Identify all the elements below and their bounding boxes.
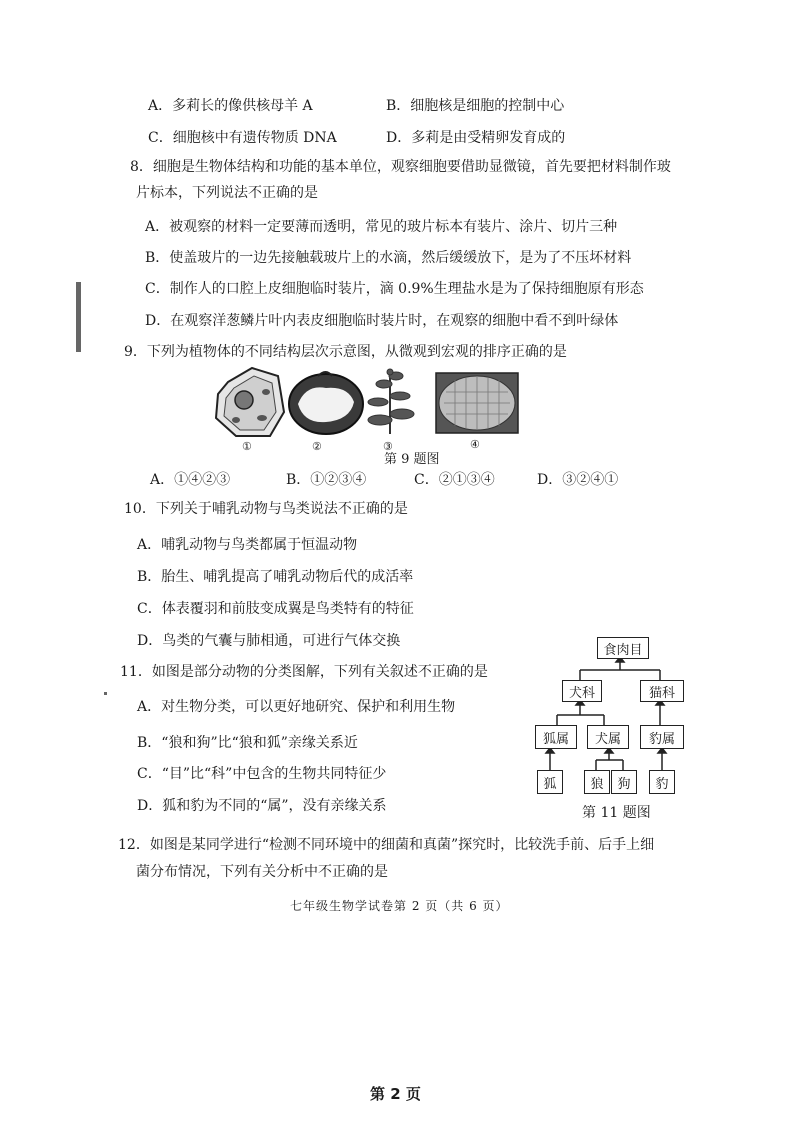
- tree-node-genus-leopard: 豹属: [640, 725, 684, 749]
- tree-node-family-canidae: 犬科: [562, 680, 602, 702]
- tree-node-genus-fox: 狐属: [535, 725, 577, 749]
- q8-option-b: B．使盖玻片的一边先接触载玻片上的水滴，然后缓缓放下，是为了不压坏材料: [145, 250, 632, 266]
- tree-node-leopard: 豹: [649, 770, 675, 794]
- q11-option-b: B．“狼和狗”比“狼和狐”亲缘关系近: [137, 735, 358, 751]
- q10-option-a: A．哺乳动物与鸟类都属于恒温动物: [137, 537, 358, 553]
- q9-option-b: B．①②③④: [286, 472, 367, 488]
- q9-option-c: C．②①③④: [414, 472, 495, 488]
- q9-label-1: ①: [242, 440, 252, 453]
- q8-option-d: D．在观察洋葱鳞片叶内表皮细胞临时装片时，在观察的细胞中看不到叶绿体: [145, 313, 619, 329]
- q12-stem-line2: 菌分布情况，下列有关分析中不正确的是: [136, 864, 388, 880]
- q8-stem-line1: 8．细胞是生物体结构和功能的基本单位，观察细胞要借助显微镜，首先要把材料制作玻: [130, 159, 671, 175]
- q10-stem: 10．下列关于哺乳动物与鸟类说法不正确的是: [124, 501, 408, 517]
- q9-label-3: ③: [383, 440, 393, 453]
- tomato-fruit-image: [289, 372, 363, 434]
- q9-label-2: ②: [312, 440, 322, 453]
- whole-plant-image: [368, 369, 414, 434]
- plant-cell-image: [216, 368, 284, 436]
- q10-option-d: D．鸟类的气囊与肺相通，可进行气体交换: [137, 633, 401, 649]
- tree-node-wolf: 狼: [584, 770, 610, 794]
- q8-option-a: A．被观察的材料一定要薄而透明，常见的玻片标本有装片、涂片、切片三种: [145, 219, 618, 235]
- tree-node-fox: 狐: [537, 770, 563, 794]
- q11-stem: 11．如图是部分动物的分类图解，下列有关叙述不正确的是: [120, 664, 488, 680]
- scan-edge-mark: [76, 282, 81, 352]
- tree-node-genus-dog: 犬属: [587, 725, 629, 749]
- q11-option-c: C．“目”比“科”中包含的生物共同特征少: [137, 766, 387, 782]
- q10-option-c: C．体表覆羽和前肢变成翼是鸟类特有的特征: [137, 601, 414, 617]
- q11-caption: 第 11 题图: [582, 805, 651, 821]
- q7-option-b: B．细胞核是细胞的控制中心: [386, 98, 565, 114]
- tissue-image: [436, 373, 518, 433]
- q7-option-d: D．多莉是由受精卵发育成的: [386, 130, 566, 146]
- tree-node-dog: 狗: [611, 770, 637, 794]
- q11-option-d: D．狐和豹为不同的“属”，没有亲缘关系: [137, 798, 387, 814]
- q9-caption: 第 9 题图: [384, 452, 440, 467]
- page-footer: 七年级生物学试卷第 2 页（共 6 页）: [290, 899, 509, 913]
- scan-edge-mark: [104, 692, 107, 695]
- q11-option-a: A．对生物分类，可以更好地研究、保护和利用生物: [137, 699, 456, 715]
- q8-option-c: C．制作人的口腔上皮细胞临时装片，滴 0.9%生理盐水是为了保持细胞原有形态: [145, 281, 644, 297]
- q8-stem-line2: 片标本，下列说法不正确的是: [136, 185, 318, 201]
- q12-stem-line1: 12．如图是某同学进行“检测不同环境中的细菌和真菌”探究时，比较洗手前、后手上细: [118, 837, 655, 853]
- q7-option-a: A．多莉长的像供核母羊 A: [148, 98, 313, 114]
- q7-option-c: C．细胞核中有遗传物质 DNA: [148, 130, 337, 146]
- q9-option-d: D．③②④①: [537, 472, 619, 488]
- q9-option-a: A．①④②③: [150, 472, 231, 488]
- q9-label-4: ④: [470, 438, 480, 451]
- q10-option-b: B．胎生、哺乳提高了哺乳动物后代的成活率: [137, 569, 414, 585]
- tree-node-family-felidae: 猫科: [640, 680, 684, 702]
- page-number: 第 2 页: [370, 1085, 421, 1103]
- tree-node-order: 食肉目: [597, 637, 649, 659]
- q9-stem: 9．下列为植物体的不同结构层次示意图，从微观到宏观的排序正确的是: [124, 344, 567, 360]
